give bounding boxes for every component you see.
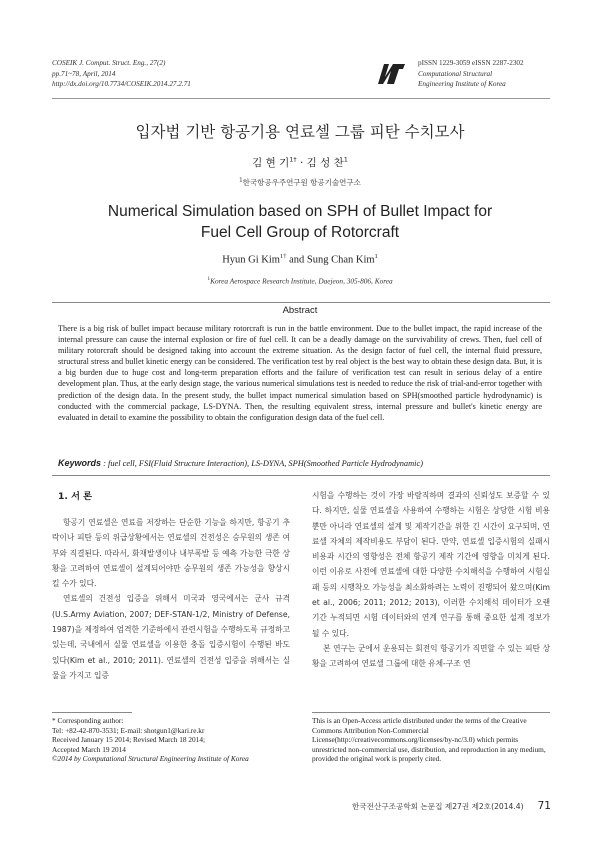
issn: pISSN 1229-3059 eISSN 2287-2302 bbox=[418, 59, 524, 67]
affiliation-english bbox=[0, 276, 600, 285]
footer-journal: 한국전산구조공학회 논문집 제27권 제2호(2014.4) bbox=[352, 802, 524, 811]
authors-english bbox=[0, 253, 600, 266]
journal-pages: pp.71~78, April, 2014 bbox=[52, 69, 116, 78]
society-line-1: Computational Structural bbox=[418, 69, 493, 78]
doi-link[interactable]: http://dx.doi.org/10.7734/COSEIK.2014.27.2.71 bbox=[52, 80, 191, 88]
author-2-en: and Sung Chan Kim bbox=[286, 254, 375, 266]
section-1-paragraph-1: 항공기 연료셀은 연료를 저장하는 단순한 기능을 하지만, 항공기 추락이나 피탄 등의 위급상황에서는 연료셀의 건전성은 승무원의 생존 여부와 직결된다. 따라서, 화재발생이나 내부폭발 등 예측 가능한 극한 상황을 고려하여 연료셀이 설계되어야만 승무원의 생존 가능성을 향상시킬 수가 있다. bbox=[52, 518, 290, 589]
license-note: This is an Open-Access article distributed under the terms of the Creative Commons Attribution Non-Commercial License(http://creativecommons.org/licenses/by-nc/3.0) which permits unrestricted non-commercial use, distribution, and reproduction in any medium, provided the original work is properly cited. bbox=[312, 716, 546, 763]
author-separator: · bbox=[296, 157, 307, 169]
keywords bbox=[58, 458, 542, 468]
header-divider bbox=[52, 98, 550, 99]
affil-ko-sup: 1 bbox=[239, 177, 243, 184]
section-1-heading: 1. 서 론 bbox=[58, 491, 93, 502]
body-column-left bbox=[52, 488, 290, 683]
fn-accepted: Accepted March 19 2014 bbox=[52, 744, 126, 754]
author-1-en: Hyun Gi Kim bbox=[222, 254, 280, 266]
body-column-right bbox=[312, 488, 550, 672]
author-1-en-sup: 1† bbox=[279, 253, 287, 260]
title-korean: 입자법 기반 항공기용 연료셀 그룹 피탄 수치모사 bbox=[135, 123, 465, 141]
journal-citation bbox=[52, 58, 191, 90]
title-en-line-2: Fuel Cell Group of Rotorcraft bbox=[200, 224, 400, 241]
society-line-2: Engineering Institute of Korea bbox=[418, 80, 506, 88]
abstract-heading: Abstract bbox=[282, 305, 318, 316]
fn-contact[interactable]: Tel: +82-42-870-3531; E-mail: shotgun1@kari.re.kr bbox=[52, 725, 205, 735]
abstract-body: There is a big risk of bullet impact because military rotorcraft is run in the battle environment. Due to the bullet impact, the rapid increase of the internal pressure can cause the internal explosion or fire of fuel cell. It can be a deadly damage on the survivability of crews. Then, fuel cell of military rotorcraft should be designed taking into account the extreme situation. As the design factor of fuel cell, the internal fluid pressure, structural stress and bullet kinetic energy can be considered. The verification test by real object is the best way to obtain these design data. But, it is a big burden due to huge cost and long-term preparation efforts and the failure of verification test can result in serious delay of a entire development plan. Thus, at the early design stage, the various numerical simulations test is needed to reduce the risk of trial-and-error together with prediction of the design data. In the present study, the bullet impact numerical simulation based on SPH(smoothed particle hydrodynamic) is conducted with the commercial package, LS-DYNA. Then, the resulting equivalent stress, internal pressure and bullet's kinetic energy are evaluated in detail to examine the possibility to obtain the configuration design data of the fuel cell. bbox=[58, 324, 542, 422]
affil-en-sup: 1 bbox=[207, 276, 211, 282]
fn-corresponding: * Corresponding author: bbox=[52, 716, 124, 725]
section-1-paragraph-2: 연료셀의 건전성 입증을 위해서 미국과 영국에서는 군사 규격(U.S.Army Aviation, 2007; DEF-STAN-1/2, Ministry of Defense, 1987)을 제정하여 엄격한 기준하에서 관련시험을 수행하도록 규정하고 있는데, 국내에서 실물 연료셀을 이용한 충돌 입증시험이 수행된 바도 있다(Kim et al., 2010; 2011). 연료셀의 건전성 입증을 위해서는 실물을 가지고 입증 bbox=[52, 594, 290, 680]
footnote-divider-left bbox=[52, 712, 132, 713]
title-en-line-1: Numerical Simulation based on SPH of Bullet Impact for bbox=[107, 203, 493, 220]
author-2-ko-sup: 1 bbox=[343, 155, 348, 164]
publisher-info bbox=[418, 58, 524, 90]
author-1-ko: 김 현 기 bbox=[252, 157, 290, 169]
journal-name: COSEIK J. Comput. Struct. Eng., 27(2) bbox=[52, 59, 166, 67]
affil-ko-text: 한국항공우주연구원 항공기술연구소 bbox=[242, 178, 361, 187]
keywords-label: Keywords bbox=[58, 458, 102, 468]
keywords-text: fuel cell, FSI(Fluid Structure Interaction), LS-DYNA, SPH(Smoothed Particle Hydrodynamic) bbox=[108, 459, 424, 468]
society-logo-icon bbox=[376, 62, 406, 86]
author-2-ko: 김 성 찬 bbox=[306, 157, 344, 169]
abstract-bottom-divider bbox=[52, 475, 550, 476]
abstract-top-divider bbox=[52, 302, 550, 303]
page-number: 71 bbox=[537, 800, 551, 812]
keywords-separator: : bbox=[101, 459, 108, 468]
corresponding-author-note bbox=[52, 716, 292, 764]
author-1-ko-sup: 1† bbox=[289, 155, 297, 164]
affil-en-text: Korea Aerospace Research Institute, Daejeon, 305-806, Korea bbox=[210, 276, 393, 286]
authors-korean bbox=[0, 155, 600, 170]
page-footer bbox=[352, 800, 551, 812]
footnote-divider-right bbox=[312, 712, 550, 713]
fn-copyright: ©2014 by Computational Structural Engineering Institute of Korea bbox=[52, 754, 249, 763]
fn-received: Received January 15 2014; Revised March 18 2014; bbox=[52, 735, 205, 744]
affiliation-korean bbox=[0, 177, 600, 188]
title-english bbox=[0, 201, 600, 243]
author-2-en-sup: 1 bbox=[374, 253, 378, 260]
section-1-paragraph-4: 본 연구는 군에서 운용되는 회전익 항공기가 직면할 수 있는 피탄 상황을 고려하여 연료셀 그룹에 대한 유체-구조 연 bbox=[312, 643, 550, 669]
section-1-paragraph-3: 시험을 수행하는 것이 가장 바람직하며 결과의 신뢰성도 보증할 수 있다. 하지만, 실물 연료셀을 사용하여 수행하는 시험은 상당한 시험 비용뿐만 아니라 연료셀의 설계 및 제작기간을 위한 긴 시간이 요구되며, 연료셀 자체의 제작비용도 부담이 된다. 만약, 연료셀 입증시험의 실패시 비용과 시간의 영향성은 전체 항공기 제작 기간에 영향을 미치게 된다. 이런 이유로 사전에 연료셀에 대한 다양한 수치해석을 수행하여 시험실패 등의 시행착오 가능성을 최소화하려는 노력이 진행되어 왔으며(Kim et al., 2006; 2011; 2012; 2013), 이러한 수치해석 데이터가 오랜 기간 누적되면 시험 데이터와의 연계 연구를 통해 중요한 설계 정보가 될 수 있다. bbox=[312, 491, 550, 638]
